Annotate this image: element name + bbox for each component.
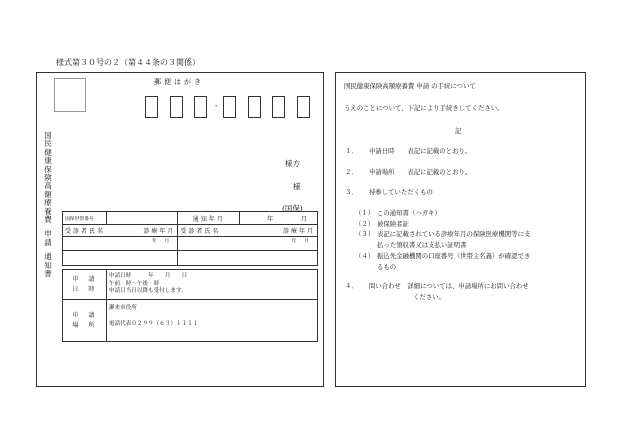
item-1: （１） この通知書（ハガキ） — [355, 209, 441, 217]
place-label: 申 請 場 所 — [63, 300, 107, 342]
form-number: 様式第３０号の２（第４４条の３関係） — [56, 58, 200, 67]
place-value: 瀬来市役所 電話代表０２９９（６３）１１１１ — [106, 300, 317, 342]
zip-box[interactable] — [170, 96, 183, 118]
ki-heading: 記 — [455, 127, 462, 135]
procedure-title: 国民健康保険高額療養費 申請 の手続について — [344, 82, 476, 90]
section-4: ４． 問い合わせ 詳細については、申請場所にお問い合わせ ください。 — [345, 282, 529, 301]
section-2: ２． 申請場所 表記に記載のとおり。 — [345, 168, 472, 176]
zip-box[interactable] — [272, 96, 285, 118]
item-2: （２） 被保険者証 — [355, 220, 409, 228]
notice-table — [62, 211, 318, 266]
insurer-value — [106, 212, 177, 225]
procedure-intro: うえのことについて、下記により手続きしてください。 — [344, 104, 504, 112]
item-4: （４） 振込先金融機関の口座番号（世帯主名義）が確認でき るもの — [355, 252, 531, 271]
patient-row-2a — [63, 251, 178, 266]
patient-label-1: 受診者氏名 診療年月 — [63, 225, 178, 237]
honorific-sama: 様 — [293, 182, 301, 191]
stamp-box — [54, 78, 86, 112]
section-1: １． 申請日時 表記に記載のとおり。 — [345, 147, 472, 155]
application-table — [62, 269, 318, 342]
date-value: 申請日時 年 月 日 午前 時～午後 時 申請日当日以降も受付します。 — [106, 270, 317, 300]
zip-box[interactable] — [297, 96, 310, 118]
patient-row-1a: 年 月 — [63, 237, 178, 251]
patient-row-1b: 年 月 — [178, 237, 318, 251]
zip-box[interactable] — [223, 96, 236, 118]
section-3: ３． 持参していただくもの — [345, 188, 433, 196]
notice-month-value: 年 月 — [240, 212, 318, 225]
zip-box[interactable] — [248, 96, 261, 118]
zip-box[interactable] — [145, 96, 158, 118]
zip-dash: - — [215, 101, 218, 110]
date-label: 申 請 日 時 — [63, 270, 107, 300]
honorific-samakata: 様方 — [285, 159, 300, 168]
zip-box[interactable] — [194, 96, 207, 118]
notice-month-label: 通知年月 — [178, 212, 240, 225]
patient-row-2b — [178, 251, 318, 266]
item-3: （３） 表記に記載されている診療年月の保険医療機関等に支 払った領収書又は支払い証明書 — [355, 230, 531, 249]
patient-label-2: 受診者氏名 診療年月 — [178, 225, 318, 237]
postcard-header: 郵便はがき — [154, 78, 204, 86]
insurer-label: 国保世帯番号 — [63, 212, 107, 225]
kokuho-label: (国保) — [282, 204, 303, 213]
recipient-vertical-text: 国 民 健 康 保 険 高 額 療 養 費 申 請 通 知 書 — [44, 131, 52, 279]
